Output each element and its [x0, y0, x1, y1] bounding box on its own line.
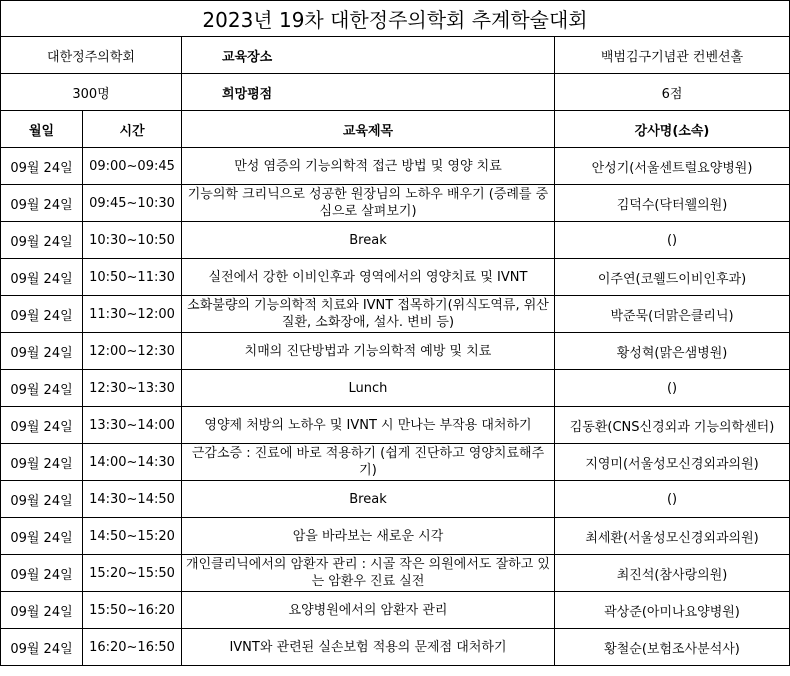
header-time: 시간	[83, 111, 182, 148]
row-time: 10:30~10:50	[83, 222, 182, 259]
table-row	[1, 296, 790, 333]
row-topic: 개인클리닉에서의 암환자 관리 : 시골 작은 의원에서도 잘하고 있는 암환우 진료 실전	[182, 555, 555, 592]
info-row-points	[1, 74, 790, 111]
row-speaker: ()	[555, 370, 790, 407]
row-time: 15:20~15:50	[83, 555, 182, 592]
row-date: 09월 24일	[1, 407, 83, 444]
row-topic: Lunch	[182, 370, 555, 407]
venue-label: 교육장소	[182, 37, 555, 74]
row-date: 09월 24일	[1, 444, 83, 481]
row-speaker: 김동환(CNS신경외과 기능의학센터)	[555, 407, 790, 444]
row-topic: Break	[182, 222, 555, 259]
venue-value: 백범김구기념관 컨벤션홀	[555, 37, 790, 74]
points-label: 희망평점	[182, 74, 555, 111]
table-row	[1, 370, 790, 407]
row-time: 12:30~13:30	[83, 370, 182, 407]
row-speaker: 황철순(보험조사분석사)	[555, 629, 790, 666]
row-time: 09:45~10:30	[83, 185, 182, 222]
row-topic: IVNT와 관련된 실손보험 적용의 문제점 대처하기	[182, 629, 555, 666]
row-speaker: 박준묵(더맑은클리닉)	[555, 296, 790, 333]
row-date: 09월 24일	[1, 296, 83, 333]
row-topic: 요양병원에서의 암환자 관리	[182, 592, 555, 629]
row-time: 13:30~14:00	[83, 407, 182, 444]
table-row	[1, 148, 790, 185]
row-speaker: 최세환(서울성모신경외과의원)	[555, 518, 790, 555]
row-time: 14:30~14:50	[83, 481, 182, 518]
schedule-rows	[1, 148, 790, 666]
row-speaker: ()	[555, 222, 790, 259]
table-row	[1, 555, 790, 592]
row-time: 11:30~12:00	[83, 296, 182, 333]
row-date: 09월 24일	[1, 518, 83, 555]
table-row	[1, 333, 790, 370]
table-row	[1, 481, 790, 518]
row-topic: 치매의 진단방법과 기능의학적 예방 및 치료	[182, 333, 555, 370]
row-speaker: 지영미(서울성모신경외과의원)	[555, 444, 790, 481]
organizer-cell: 대한정주의학회	[1, 37, 182, 74]
row-topic: 암을 바라보는 새로운 시각	[182, 518, 555, 555]
table-row	[1, 629, 790, 666]
row-topic: 근감소증 : 진료에 바로 적용하기 (쉽게 진단하고 영양치료해주기)	[182, 444, 555, 481]
header-date: 월일	[1, 111, 83, 148]
table-row	[1, 407, 790, 444]
row-topic: 만성 염증의 기능의학적 접근 방법 및 영양 치료	[182, 148, 555, 185]
table-row	[1, 518, 790, 555]
row-date: 09월 24일	[1, 259, 83, 296]
table-row	[1, 592, 790, 629]
row-speaker: 최진석(참사랑의원)	[555, 555, 790, 592]
row-date: 09월 24일	[1, 592, 83, 629]
row-speaker: 안성기(서울센트럴요양병원)	[555, 148, 790, 185]
row-topic: Break	[182, 481, 555, 518]
row-time: 15:50~16:20	[83, 592, 182, 629]
header-speaker: 강사명(소속)	[555, 111, 790, 148]
row-date: 09월 24일	[1, 629, 83, 666]
row-speaker: 황성혁(맑은샘병원)	[555, 333, 790, 370]
title-row	[1, 1, 790, 37]
points-value: 6점	[555, 74, 790, 111]
table-row	[1, 259, 790, 296]
row-topic: 기능의학 크리닉으로 성공한 원장님의 노하우 배우기 (증례를 중심으로 살펴보기)	[182, 185, 555, 222]
table-row	[1, 444, 790, 481]
row-speaker: 이주연(코웰드이비인후과)	[555, 259, 790, 296]
row-date: 09월 24일	[1, 333, 83, 370]
page-title: 2023년 19차 대한정주의학회 추계학술대회	[1, 1, 790, 37]
row-time: 16:20~16:50	[83, 629, 182, 666]
capacity-cell: 300명	[1, 74, 182, 111]
row-topic: 영양제 처방의 노하우 및 IVNT 시 만나는 부작용 대처하기	[182, 407, 555, 444]
row-speaker: 곽상준(아미나요양병원)	[555, 592, 790, 629]
row-speaker: ()	[555, 481, 790, 518]
header-topic: 교육제목	[182, 111, 555, 148]
table-row	[1, 185, 790, 222]
row-date: 09월 24일	[1, 481, 83, 518]
row-topic: 실전에서 강한 이비인후과 영역에서의 영양치료 및 IVNT	[182, 259, 555, 296]
row-speaker: 김덕수(닥터웰의원)	[555, 185, 790, 222]
row-date: 09월 24일	[1, 185, 83, 222]
table-row	[1, 222, 790, 259]
row-date: 09월 24일	[1, 555, 83, 592]
row-topic: 소화불량의 기능의학적 치료와 IVNT 접목하기(위식도역류, 위산질환, 소화장애, 설사. 변비 등)	[182, 296, 555, 333]
row-date: 09월 24일	[1, 222, 83, 259]
row-time: 14:50~15:20	[83, 518, 182, 555]
info-row-venue	[1, 37, 790, 74]
row-time: 12:00~12:30	[83, 333, 182, 370]
row-date: 09월 24일	[1, 148, 83, 185]
row-time: 10:50~11:30	[83, 259, 182, 296]
header-row	[1, 111, 790, 148]
row-date: 09월 24일	[1, 370, 83, 407]
row-time: 14:00~14:30	[83, 444, 182, 481]
row-time: 09:00~09:45	[83, 148, 182, 185]
